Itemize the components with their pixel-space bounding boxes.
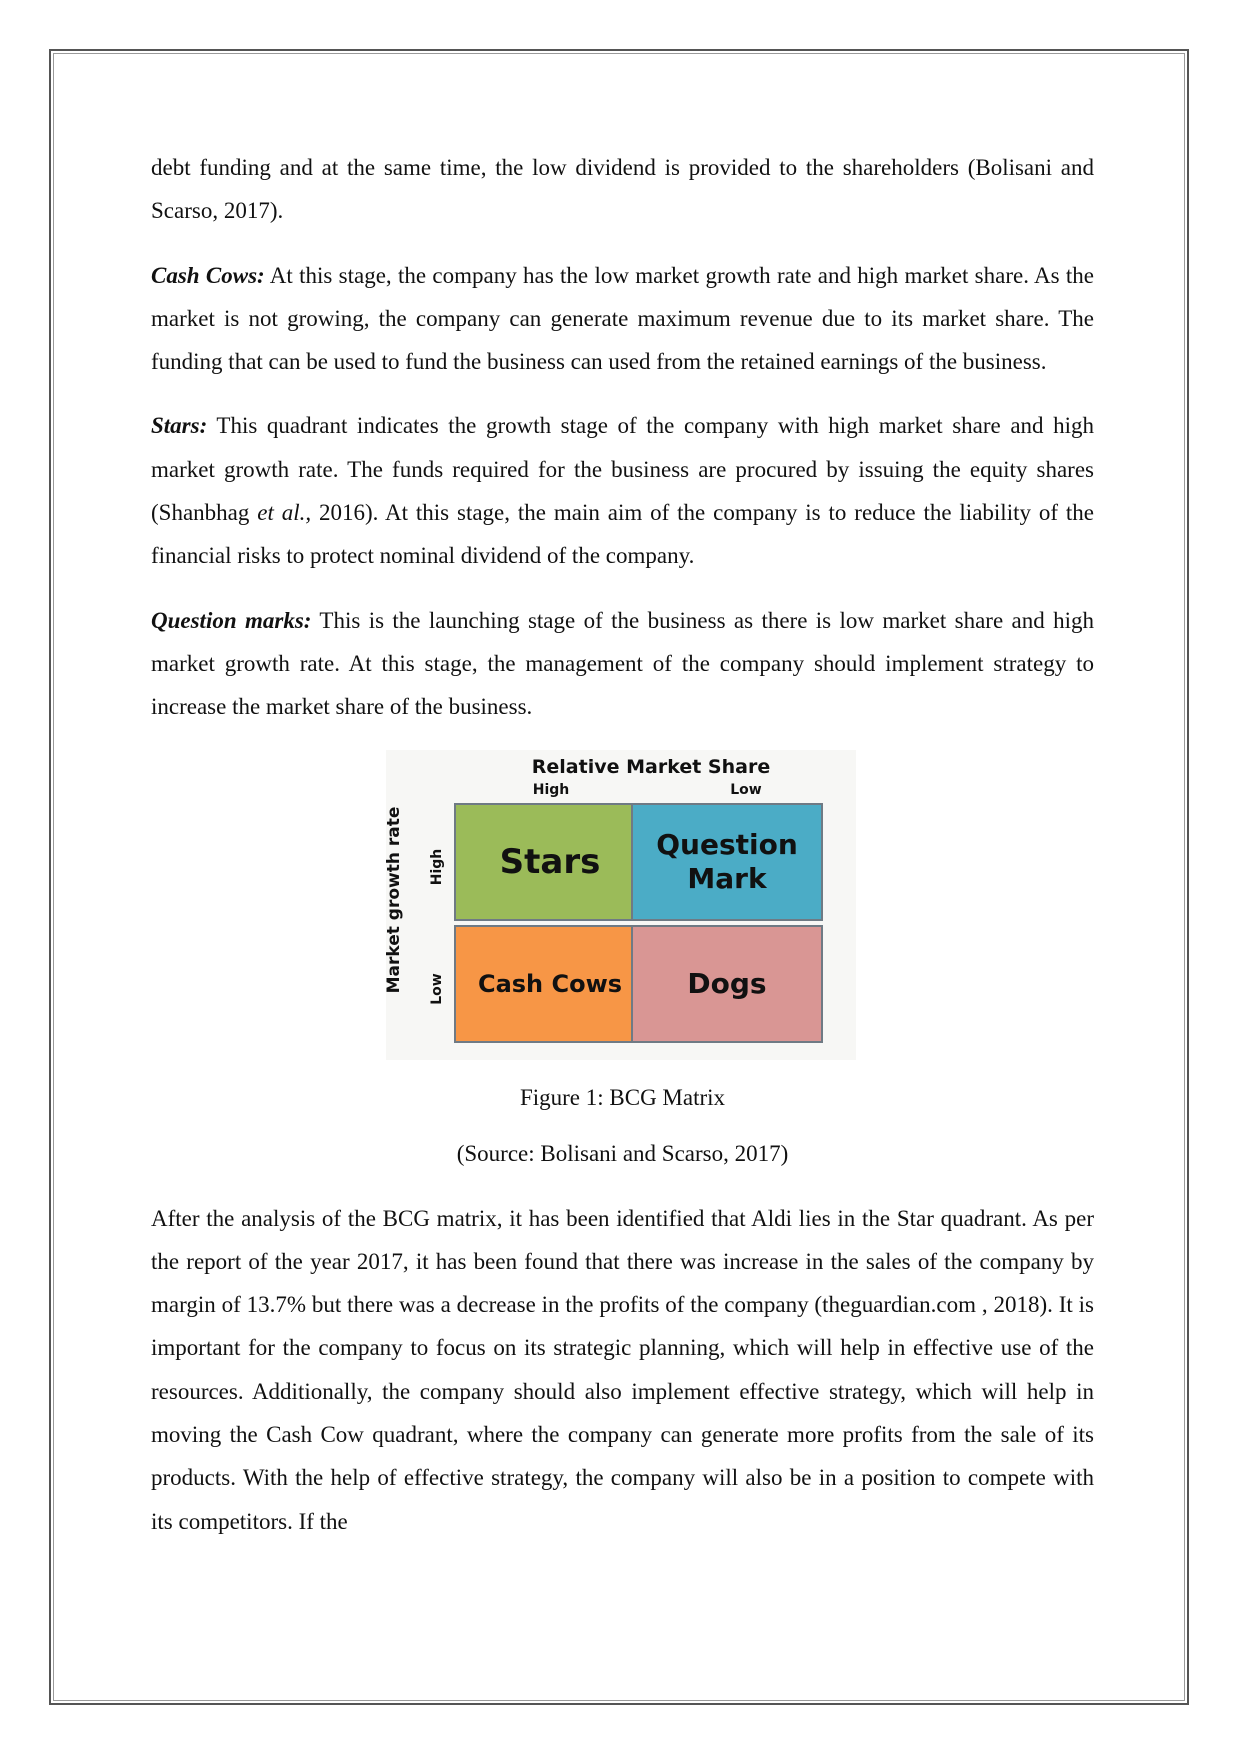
- paragraph-lead-cash-cows: Cash Cows:: [151, 262, 265, 288]
- paragraph-cash-cows: [151, 254, 1094, 384]
- paragraph-text: 2016). At this stage, the main aim of the company is to reduce the liability of the financial risks to protect nominal dividend of the company.: [151, 500, 1094, 569]
- row-label-low: Low: [429, 972, 445, 1005]
- row-label-high: High: [429, 848, 445, 885]
- quadrant-label-mark: Mark: [687, 861, 767, 895]
- quadrant-dogs: [631, 925, 823, 1043]
- bcg-matrix-diagram: [386, 750, 856, 1060]
- quadrant-stars: [454, 803, 646, 921]
- column-label-high: High: [532, 781, 570, 798]
- column-label-low: Low: [730, 781, 762, 798]
- paragraph-analysis: [151, 1197, 1094, 1543]
- y-axis-title: Market growth rate: [384, 806, 404, 993]
- paragraph-stars: [151, 404, 1094, 577]
- paragraph-text: This is the launching stage of the business as there is low market share and high market growth rate. At this stage, the management of the company should implement strategy to increase the market share of the business.: [151, 607, 1094, 720]
- quadrant-label-dogs: Dogs: [687, 967, 767, 1001]
- paragraph-text: debt funding and at the same time, the low dividend is provided to the shareholders (Bolisani and Scarso, 2017).: [151, 155, 1094, 224]
- quadrant-label-question: Question: [656, 827, 798, 861]
- quadrant-label-stars: Stars: [499, 841, 601, 882]
- paragraph-debt-funding: [151, 146, 1094, 233]
- diagram-title: Relative Market Share: [531, 755, 771, 778]
- quadrant-question-mark: [631, 803, 823, 921]
- document-body: [151, 146, 1094, 1564]
- figure-bcg-matrix: [151, 750, 1094, 1070]
- quadrant-label-cash-cows: Cash Cows: [477, 969, 623, 998]
- figure-caption: Figure 1: BCG Matrix: [519, 1084, 726, 1110]
- citation-et-al: et al.,: [257, 500, 312, 526]
- paragraph-text: After the analysis of the BCG matrix, it has been identified that Aldi lies in the Star quadrant. As per the report of the year 2017, it has been found that there was increase in the sales of the company by margin of 13.7% but there was a decrease in the profits of the company (theguardian.com , 2018). It is important for the company to focus on its strategic planning, which will help in effective use of the resources. Additionally, the company should also implement effective strategy, which will help in moving the Cash Cow quadrant, where the company can generate more profits from the sale of its products. With the help of effective strategy, the company will also be in a position to compete with its competitors. If the: [151, 1205, 1094, 1534]
- paragraph-lead-question-marks: Question marks:: [151, 607, 312, 633]
- paragraph-text: This quadrant indicates the growth stage of the company with high market share and high market growth rate. The funds required for the business are procured by issuing the equity shares (Shanbhag: [151, 413, 1094, 526]
- paragraph-lead-stars: Stars:: [151, 413, 208, 439]
- quadrant-cash-cows: [454, 925, 646, 1043]
- figure-source: (Source: Bolisani and Scarso, 2017): [456, 1140, 789, 1166]
- paragraph-text: At this stage, the company has the low market growth rate and high market share. As the market is not growing, the company can generate maximum revenue due to its market share. The funding that can be used to fund the business can used from the retained earnings of the business.: [151, 262, 1094, 375]
- paragraph-question-marks: [151, 599, 1094, 729]
